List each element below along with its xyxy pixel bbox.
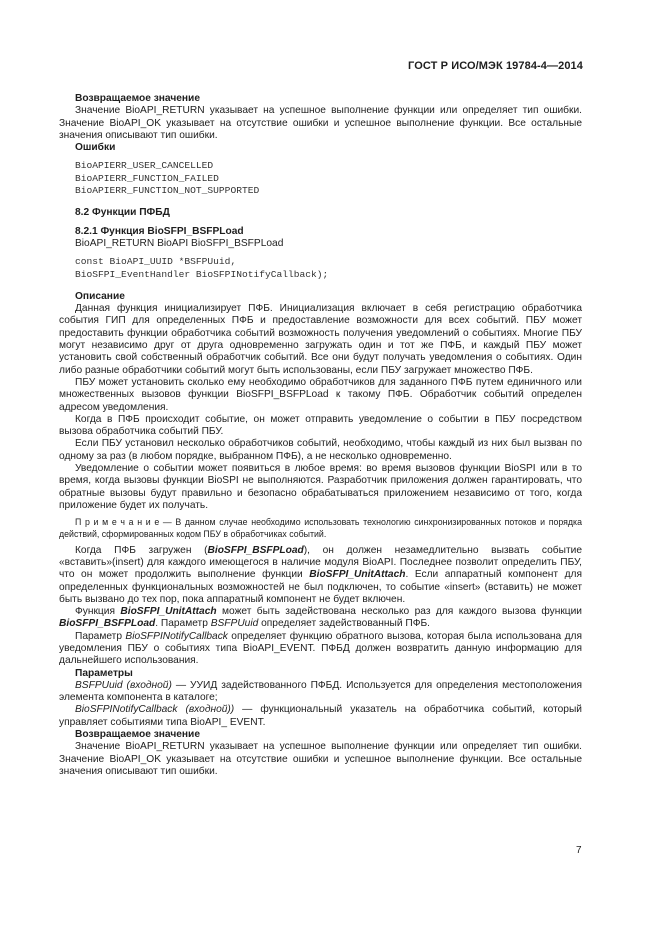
code-line: const BioAPI_UUID *BSFPUuid,: [75, 256, 237, 268]
heading-errors: Ошибки: [75, 142, 116, 154]
error-code: BioAPIERR_USER_CANCELLED: [75, 160, 214, 172]
note: [59, 516, 582, 540]
note-text: — В данном случае необходимо использовать технологию синхронизированных потоков и порядка действий, сформированных кодом ПБУ в обработчиках событий.: [59, 517, 582, 540]
note-label: П р и м е ч а н и е: [75, 517, 160, 528]
error-code: BioAPIERR_FUNCTION_NOT_SUPPORTED: [75, 185, 260, 197]
parameter-item: BSFPUuid (входной) — УУИД задействованного ПФБД. Используется для определения местоположения элемента компонента в каталоге;: [59, 679, 582, 704]
paragraph: Когда в ПФБ происходит событие, он может отправить уведомление о событии в ПБУ посредством вызова обработчика событий ПБУ.: [59, 413, 582, 438]
heading-parameters: Параметры: [75, 667, 133, 679]
paragraph: Функция BioSFPI_UnitAttach может быть задействована несколько раз для каждого вызова функции BioSFPI_BSFPLoad. Параметр BSFPUuid определяет задействованный ПФБ.: [59, 606, 583, 630]
heading-return-value: Возвращаемое значение: [75, 729, 200, 741]
heading-description: Описание: [75, 290, 125, 302]
section-heading-8-2: 8.2 Функции ПФБД: [75, 207, 170, 219]
paragraph: Параметр BioSFPINotifyCallback определяет функцию обратного вызова, которая была использована для уведомления ПБУ о событиях типа BioAPI_EVENT. ПФБД должен возвратить данную информацию для дальнейшего использования.: [59, 630, 582, 667]
page-content: [59, 93, 582, 778]
error-code: BioAPIERR_FUNCTION_FAILED: [75, 172, 219, 184]
heading-return-value: Возвращаемое значение: [75, 93, 200, 104]
paragraph: Когда ПФБ загружен (BioSFPI_BSFPLoad), он должен незамедлительно вызвать событие «вставить»(insert) для каждого имеющегося в наличие модуля BioAPI. Последнее позволит определить ПБУ, что он может продолжить выполнение функции BioSFPI_UnitAttach. Если аппаратный компонент для определенных функциональных возможностей не был подключен, то событие «insert» (вставить) не может быть вызвано до тех пор, пока аппаратный компонент не будет включен.: [59, 544, 582, 605]
code-line: BioSFPI_EventHandler BioSFPINotifyCallback);: [75, 268, 329, 280]
paragraph: ПБУ может установить сколько ему необходимо обработчиков для заданного ПФБ путем единичного или множественных вызовов функции BioSFPI_BSFPLoad к такому ПФБ. Обработчик событий определен адресом уведомления.: [59, 376, 582, 413]
paragraph-return-value: Значение BioAPI_RETURN указывает на успешное выполнение функции или определяет тип ошибки. Значение BioAPI_OK указывает на отсутствие ошибки и успешное выполнение функции. Все остальные значения описывают тип ошибки.: [59, 741, 582, 777]
parameter-item: BioSFPINotifyCallback (входной)) — функциональный указатель на обработчика событий, который управляет событиями типа BioAPI_ EVENT.: [59, 704, 582, 728]
page-number: 7: [576, 845, 582, 856]
paragraph: Уведомление о событии может появиться в любое время: во время вызовов функции BioSPI или в то время, когда вызовы функции BioSPI не выполняются. Разработчик приложения должен гарантировать, что обратные вызовы будут правильно и безопасно обрабатываться приложением независимо от того, когда приложение будет их получать.: [59, 463, 582, 511]
paragraph: Данная функция инициализирует ПФБ. Инициализация включает в себя регистрацию обработчика события ГИП для определенных ПФБ и предоставление возможности для всех событий. ПБУ может предоставить функции обработчика событий возможность получения уведомлений о событиях. Многие ПБУ могут независимо друг от друга одновременно загружать один и тот же ПФБ, и каждый ПБУ может установить свой собственный обработчик событий. Все они будут получать уведомления о событиях. Один либо разные обработчики событий могут быть использованы, если ПБУ загружает множество ПФБ.: [59, 303, 582, 376]
paragraph-return-value: Значение BioAPI_RETURN указывает на успешное выполнение функции или определяет тип ошибки. Значение BioAPI_OK указывает на отсутствие ошибки и успешное выполнение функции. Все остальные значения описывают тип ошибки.: [59, 105, 582, 141]
paragraph: Если ПБУ установил несколько обработчиков событий, необходимо, чтобы каждый из них был вызван по одному за раз (в любом порядке, выбранном ПФБ), а не несколько одновременно.: [59, 438, 582, 462]
doc-header: ГОСТ Р ИСО/МЭК 19784-4—2014: [408, 60, 583, 72]
section-heading-8-2-1: 8.2.1 Функция BioSFPI_BSFPLoad: [75, 225, 244, 237]
function-signature: BioAPI_RETURN BioAPI BioSFPI_BSFPLoad: [75, 237, 284, 249]
